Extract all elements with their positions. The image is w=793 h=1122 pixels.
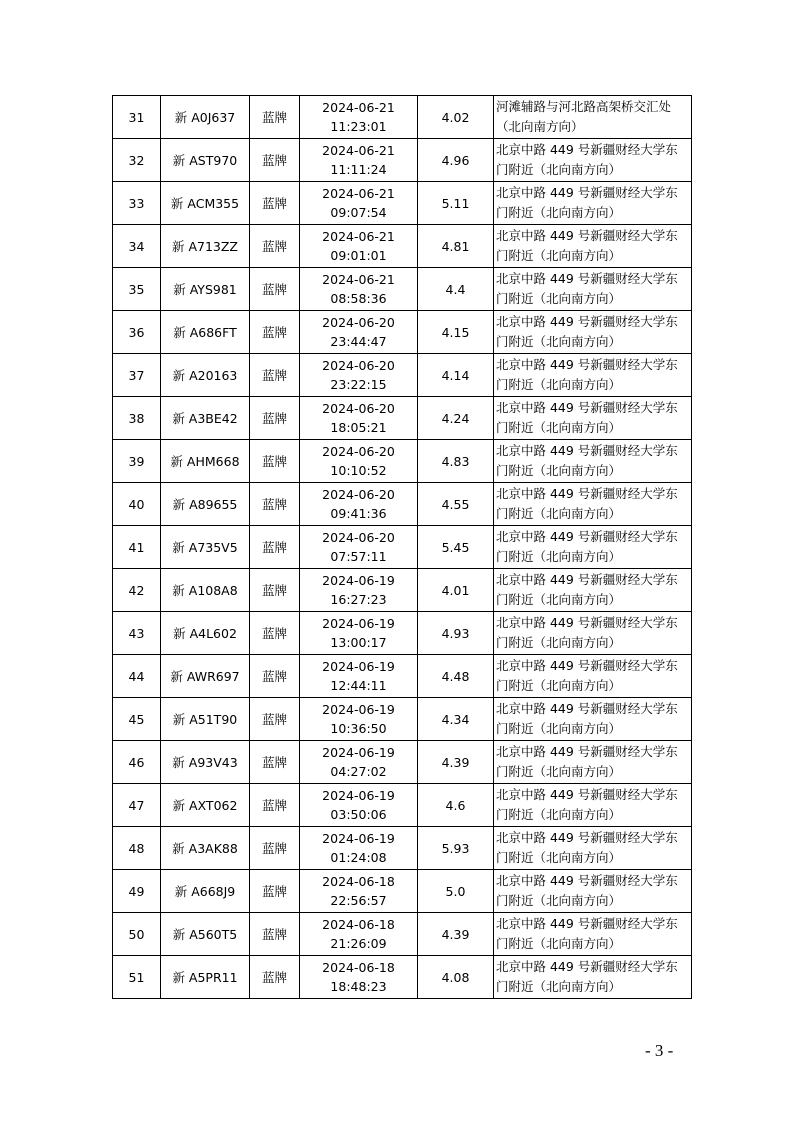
plate-number-cell: 新 A0J637	[161, 96, 250, 139]
plate-color-cell: 蓝牌	[250, 96, 300, 139]
location-cell: 北京中路 449 号新疆财经大学东门附近（北向南方向）	[494, 526, 692, 569]
record-time: 22:56:57	[330, 893, 387, 908]
record-number-cell: 35	[113, 268, 161, 311]
table-row	[113, 96, 692, 139]
plate-color-cell: 蓝牌	[250, 827, 300, 870]
speed-value-cell: 4.24	[418, 397, 494, 440]
record-date: 2024-06-18	[322, 874, 395, 889]
table-row	[113, 225, 692, 268]
table-row	[113, 655, 692, 698]
timestamp-cell	[300, 741, 418, 784]
record-time: 09:41:36	[330, 506, 387, 521]
record-number-cell: 50	[113, 913, 161, 956]
speed-value-cell: 4.55	[418, 483, 494, 526]
location-cell: 北京中路 449 号新疆财经大学东门附近（北向南方向）	[494, 139, 692, 182]
speed-value-cell: 4.01	[418, 569, 494, 612]
timestamp-cell	[300, 913, 418, 956]
record-date: 2024-06-21	[322, 229, 395, 244]
location-cell: 北京中路 449 号新疆财经大学东门附近（北向南方向）	[494, 397, 692, 440]
page-number: - 3 -	[645, 1041, 674, 1060]
record-number-cell: 49	[113, 870, 161, 913]
record-time: 23:22:15	[330, 377, 387, 392]
speed-value-cell: 4.02	[418, 96, 494, 139]
record-date: 2024-06-20	[322, 530, 395, 545]
plate-color-cell: 蓝牌	[250, 225, 300, 268]
record-time: 16:27:23	[330, 592, 387, 607]
location-cell: 北京中路 449 号新疆财经大学东门附近（北向南方向）	[494, 483, 692, 526]
location-cell: 北京中路 449 号新疆财经大学东门附近（北向南方向）	[494, 612, 692, 655]
plate-number-cell: 新 A5PR11	[161, 956, 250, 999]
location-cell: 北京中路 449 号新疆财经大学东门附近（北向南方向）	[494, 741, 692, 784]
speed-value-cell: 4.39	[418, 741, 494, 784]
speed-value-cell: 4.4	[418, 268, 494, 311]
record-number-cell: 44	[113, 655, 161, 698]
record-time: 23:44:47	[330, 334, 387, 349]
location-cell: 北京中路 449 号新疆财经大学东门附近（北向南方向）	[494, 698, 692, 741]
record-time: 10:10:52	[330, 463, 387, 478]
speed-value-cell: 4.83	[418, 440, 494, 483]
plate-color-cell: 蓝牌	[250, 569, 300, 612]
timestamp-cell	[300, 569, 418, 612]
table-row	[113, 612, 692, 655]
record-number-cell: 40	[113, 483, 161, 526]
timestamp-cell	[300, 311, 418, 354]
record-time: 10:36:50	[330, 721, 387, 736]
plate-number-cell: 新 A668J9	[161, 870, 250, 913]
table-row	[113, 526, 692, 569]
timestamp-cell	[300, 268, 418, 311]
record-number-cell: 31	[113, 96, 161, 139]
plate-number-cell: 新 A3BE42	[161, 397, 250, 440]
timestamp-cell	[300, 827, 418, 870]
plate-color-cell: 蓝牌	[250, 913, 300, 956]
record-date: 2024-06-19	[322, 616, 395, 631]
speed-value-cell: 4.15	[418, 311, 494, 354]
record-number-cell: 47	[113, 784, 161, 827]
speed-value-cell: 4.14	[418, 354, 494, 397]
table-row	[113, 311, 692, 354]
plate-color-cell: 蓝牌	[250, 612, 300, 655]
table-row	[113, 784, 692, 827]
plate-number-cell: 新 AYS981	[161, 268, 250, 311]
record-number-cell: 37	[113, 354, 161, 397]
plate-number-cell: 新 AST970	[161, 139, 250, 182]
plate-number-cell: 新 ACM355	[161, 182, 250, 225]
plate-color-cell: 蓝牌	[250, 698, 300, 741]
plate-color-cell: 蓝牌	[250, 311, 300, 354]
timestamp-cell	[300, 182, 418, 225]
record-number-cell: 42	[113, 569, 161, 612]
plate-color-cell: 蓝牌	[250, 956, 300, 999]
record-time: 09:01:01	[330, 248, 387, 263]
record-date: 2024-06-20	[322, 487, 395, 502]
record-time: 13:00:17	[330, 635, 387, 650]
timestamp-cell	[300, 526, 418, 569]
speed-value-cell: 4.96	[418, 139, 494, 182]
timestamp-cell	[300, 612, 418, 655]
plate-color-cell: 蓝牌	[250, 655, 300, 698]
plate-number-cell: 新 A3AK88	[161, 827, 250, 870]
record-time: 11:23:01	[330, 119, 387, 134]
record-number-cell: 39	[113, 440, 161, 483]
plate-number-cell: 新 A4L602	[161, 612, 250, 655]
timestamp-cell	[300, 655, 418, 698]
speed-value-cell: 4.48	[418, 655, 494, 698]
record-date: 2024-06-19	[322, 788, 395, 803]
record-number-cell: 38	[113, 397, 161, 440]
table-row	[113, 569, 692, 612]
plate-color-cell: 蓝牌	[250, 354, 300, 397]
timestamp-cell	[300, 784, 418, 827]
timestamp-cell	[300, 96, 418, 139]
location-cell: 北京中路 449 号新疆财经大学东门附近（北向南方向）	[494, 913, 692, 956]
location-cell: 北京中路 449 号新疆财经大学东门附近（北向南方向）	[494, 225, 692, 268]
record-number-cell: 32	[113, 139, 161, 182]
timestamp-cell	[300, 956, 418, 999]
plate-color-cell: 蓝牌	[250, 397, 300, 440]
record-date: 2024-06-20	[322, 358, 395, 373]
location-cell: 北京中路 449 号新疆财经大学东门附近（北向南方向）	[494, 655, 692, 698]
record-number-cell: 34	[113, 225, 161, 268]
plate-color-cell: 蓝牌	[250, 268, 300, 311]
timestamp-cell	[300, 139, 418, 182]
record-number-cell: 33	[113, 182, 161, 225]
speed-value-cell: 4.93	[418, 612, 494, 655]
location-cell: 北京中路 449 号新疆财经大学东门附近（北向南方向）	[494, 268, 692, 311]
record-time: 18:48:23	[330, 979, 387, 994]
location-cell: 河滩辅路与河北路高架桥交汇处（北向南方向）	[494, 96, 692, 139]
record-time: 08:58:36	[330, 291, 387, 306]
record-number-cell: 46	[113, 741, 161, 784]
plate-number-cell: 新 AWR697	[161, 655, 250, 698]
plate-number-cell: 新 A686FT	[161, 311, 250, 354]
record-number-cell: 45	[113, 698, 161, 741]
record-date: 2024-06-18	[322, 960, 395, 975]
timestamp-cell	[300, 397, 418, 440]
record-date: 2024-06-21	[322, 100, 395, 115]
record-date: 2024-06-18	[322, 917, 395, 932]
table-row	[113, 268, 692, 311]
record-number-cell: 51	[113, 956, 161, 999]
records-table	[112, 95, 692, 999]
record-number-cell: 41	[113, 526, 161, 569]
plate-number-cell: 新 A20163	[161, 354, 250, 397]
speed-value-cell: 4.81	[418, 225, 494, 268]
timestamp-cell	[300, 354, 418, 397]
location-cell: 北京中路 449 号新疆财经大学东门附近（北向南方向）	[494, 182, 692, 225]
plate-number-cell: 新 A735V5	[161, 526, 250, 569]
speed-value-cell: 5.93	[418, 827, 494, 870]
timestamp-cell	[300, 483, 418, 526]
speed-value-cell: 4.39	[418, 913, 494, 956]
speed-value-cell: 4.08	[418, 956, 494, 999]
record-date: 2024-06-19	[322, 659, 395, 674]
record-date: 2024-06-19	[322, 573, 395, 588]
speed-value-cell: 5.0	[418, 870, 494, 913]
timestamp-cell	[300, 225, 418, 268]
speed-value-cell: 4.34	[418, 698, 494, 741]
record-time: 07:57:11	[330, 549, 387, 564]
record-date: 2024-06-19	[322, 745, 395, 760]
speed-value-cell: 4.6	[418, 784, 494, 827]
plate-number-cell: 新 AHM668	[161, 440, 250, 483]
plate-color-cell: 蓝牌	[250, 182, 300, 225]
table-row	[113, 827, 692, 870]
table-row	[113, 139, 692, 182]
plate-color-cell: 蓝牌	[250, 870, 300, 913]
record-date: 2024-06-19	[322, 702, 395, 717]
plate-number-cell: 新 A713ZZ	[161, 225, 250, 268]
timestamp-cell	[300, 440, 418, 483]
record-time: 21:26:09	[330, 936, 387, 951]
record-number-cell: 43	[113, 612, 161, 655]
record-number-cell: 48	[113, 827, 161, 870]
location-cell: 北京中路 449 号新疆财经大学东门附近（北向南方向）	[494, 784, 692, 827]
plate-color-cell: 蓝牌	[250, 741, 300, 784]
location-cell: 北京中路 449 号新疆财经大学东门附近（北向南方向）	[494, 870, 692, 913]
location-cell: 北京中路 449 号新疆财经大学东门附近（北向南方向）	[494, 311, 692, 354]
plate-color-cell: 蓝牌	[250, 526, 300, 569]
table-row	[113, 913, 692, 956]
record-time: 18:05:21	[330, 420, 387, 435]
record-date: 2024-06-21	[322, 272, 395, 287]
location-cell: 北京中路 449 号新疆财经大学东门附近（北向南方向）	[494, 827, 692, 870]
record-date: 2024-06-21	[322, 186, 395, 201]
record-date: 2024-06-20	[322, 315, 395, 330]
plate-number-cell: 新 AXT062	[161, 784, 250, 827]
location-cell: 北京中路 449 号新疆财经大学东门附近（北向南方向）	[494, 956, 692, 999]
record-date: 2024-06-20	[322, 401, 395, 416]
plate-number-cell: 新 A89655	[161, 483, 250, 526]
speed-value-cell: 5.45	[418, 526, 494, 569]
table-row	[113, 956, 692, 999]
table-row	[113, 440, 692, 483]
table-row	[113, 698, 692, 741]
record-number-cell: 36	[113, 311, 161, 354]
record-date: 2024-06-21	[322, 143, 395, 158]
record-time: 09:07:54	[330, 205, 387, 220]
table-row	[113, 354, 692, 397]
speed-value-cell: 5.11	[418, 182, 494, 225]
plate-color-cell: 蓝牌	[250, 139, 300, 182]
location-cell: 北京中路 449 号新疆财经大学东门附近（北向南方向）	[494, 569, 692, 612]
record-time: 04:27:02	[330, 764, 387, 779]
plate-color-cell: 蓝牌	[250, 483, 300, 526]
record-date: 2024-06-19	[322, 831, 395, 846]
plate-color-cell: 蓝牌	[250, 440, 300, 483]
plate-number-cell: 新 A560T5	[161, 913, 250, 956]
plate-number-cell: 新 A108A8	[161, 569, 250, 612]
plate-number-cell: 新 A51T90	[161, 698, 250, 741]
plate-number-cell: 新 A93V43	[161, 741, 250, 784]
record-time: 01:24:08	[330, 850, 387, 865]
timestamp-cell	[300, 870, 418, 913]
record-time: 12:44:11	[330, 678, 387, 693]
location-cell: 北京中路 449 号新疆财经大学东门附近（北向南方向）	[494, 440, 692, 483]
location-cell: 北京中路 449 号新疆财经大学东门附近（北向南方向）	[494, 354, 692, 397]
plate-color-cell: 蓝牌	[250, 784, 300, 827]
table-row	[113, 741, 692, 784]
table-row	[113, 397, 692, 440]
records-table-body	[113, 96, 692, 999]
timestamp-cell	[300, 698, 418, 741]
record-date: 2024-06-20	[322, 444, 395, 459]
table-row	[113, 870, 692, 913]
table-row	[113, 182, 692, 225]
table-row	[113, 483, 692, 526]
record-time: 11:11:24	[330, 162, 387, 177]
record-time: 03:50:06	[330, 807, 387, 822]
